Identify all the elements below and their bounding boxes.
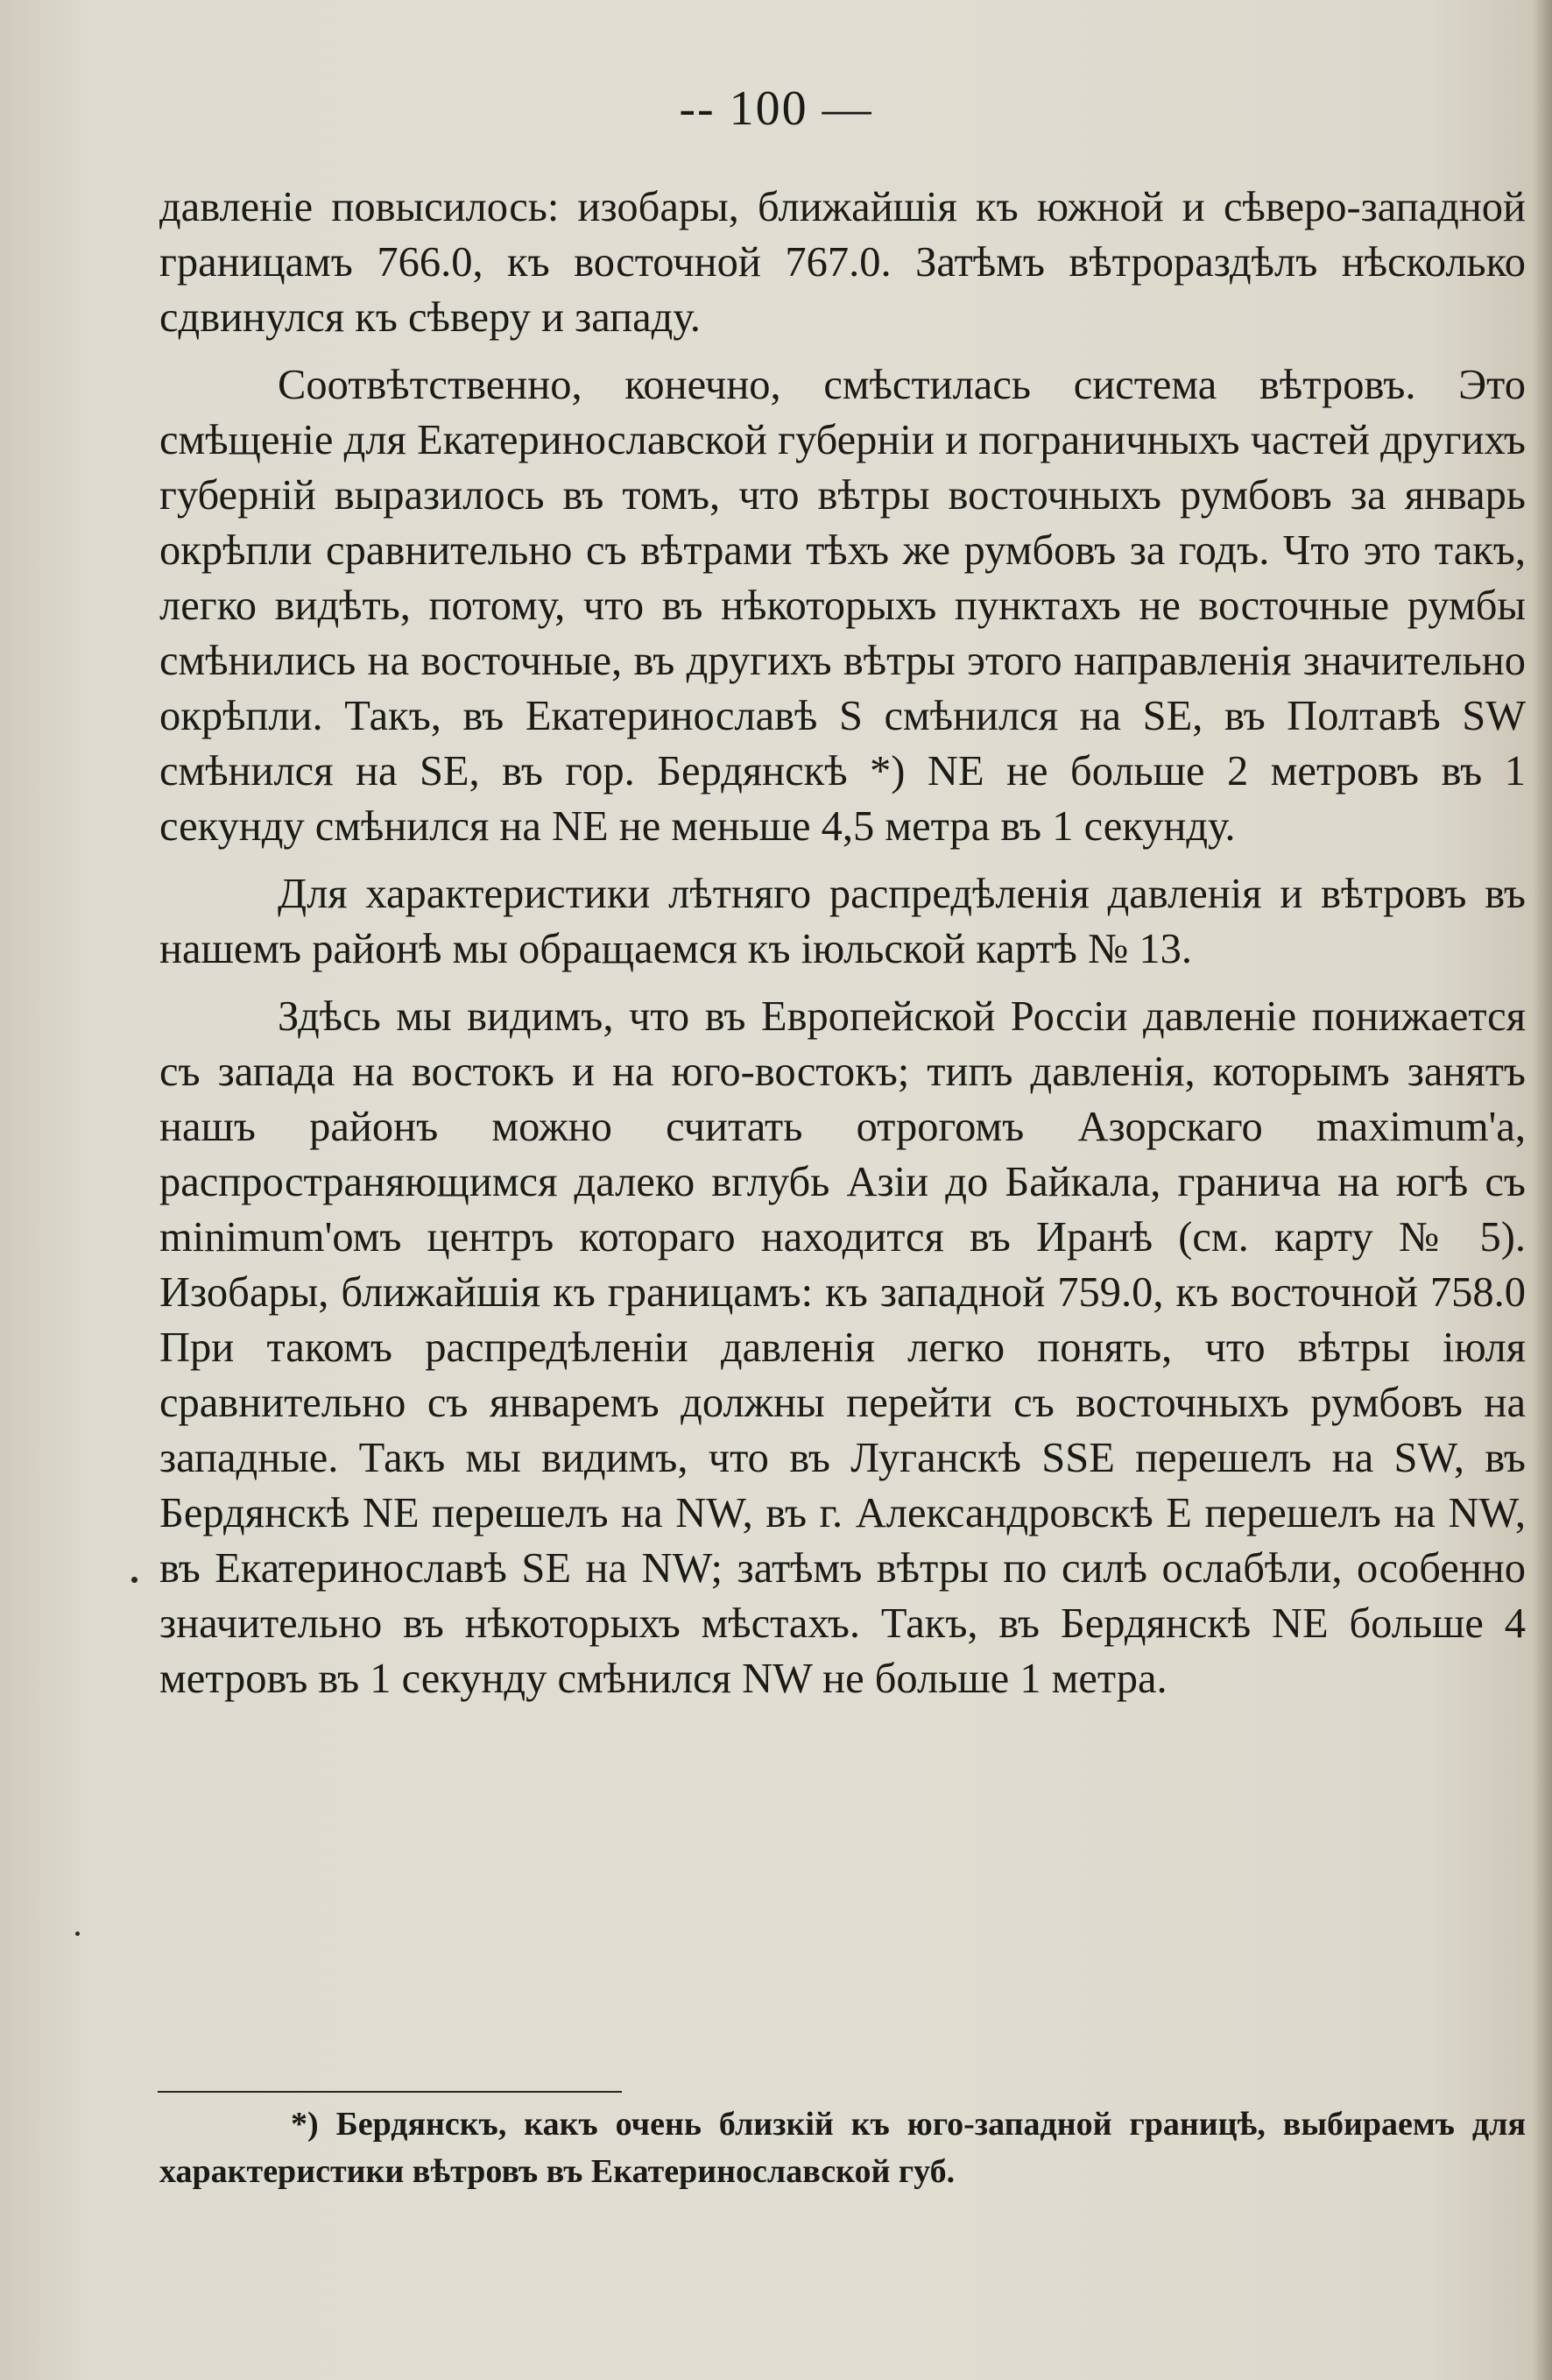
paragraph-2: Соотвѣтственно, конечно, смѣстилась система вѣтровъ. Это смѣщеніе для Екатеринославской губерніи и пограничныхъ частей другихъ губерній выразилось въ томъ, что вѣтры восточныхъ румбовъ за январь окрѣпли сравнительно съ вѣтрами тѣхъ же румбовъ за годъ. Что это такъ, легко видѣть, потому, что въ нѣкоторыхъ пунктахъ не восточные румбы смѣнились на восточные, въ другихъ вѣтры этого направленія значительно окрѣпли. Такъ, въ Екатеринославѣ S смѣнился на SE, въ Полтавѣ SW смѣнился на SE, въ гор. Бердянскѣ *) NE не больше 2 метровъ въ 1 секунду смѣнился на NE не меньше 4,5 метра въ 1 секунду. — [159, 362, 1526, 850]
paragraph-4: Здѣсь мы видимъ, что въ Европейской Россіи давленіе понижается съ запада на востокъ и на юго-востокъ; типъ давленія, которымъ занятъ нашъ районъ можно считать отрогомъ Азорскаго maximum'а, распространяющимся далеко вглубь Азіи до Байкала, гранича на югѣ съ minimum'омъ центръ котораго находится въ Иранѣ (см. карту № 5). Изобары, ближайшія къ границамъ: къ западной 759.0, къ восточной 758.0 При такомъ распредѣленіи давленія легко понять, что вѣтры іюля сравнительно съ январемъ должны перейти съ восточныхъ румбовъ на западные. Такъ мы видимъ, что въ Луганскѣ SSE перешелъ на SW, въ Бердянскѣ NE перешелъ на NW, въ г. Александровскѣ E перешелъ на NW, въ Екатеринославѣ SE на NW; затѣмъ вѣтры по силѣ ослабѣли, особенно значительно въ нѣкоторыхъ мѣстахъ. Такъ, въ Бердянскѣ NE больше 4 метровъ въ 1 секунду смѣнился NW не больше 1 метра. — [159, 993, 1526, 1702]
ink-speck — [131, 1577, 138, 1583]
page-edge-shadow — [1533, 0, 1552, 2380]
body-text — [159, 180, 1526, 1706]
paragraph-3: Для характеристики лѣтняго распредѣленія давленія и вѣтровъ въ нашемъ районѣ мы обращаемся къ іюльской картѣ № 13. — [159, 871, 1526, 972]
footnote-rule — [158, 2091, 622, 2093]
ink-speck — [75, 1932, 80, 1936]
page-number: -- 100 — — [679, 81, 873, 136]
paragraph-1: давленіе повысилось: изобары, ближайшія къ южной и сѣверо-западной границамъ 766.0, къ восточной 767.0. Затѣмъ вѣтрораздѣлъ нѣсколько сдвинулся къ сѣверу и западу. — [159, 184, 1526, 341]
footnote: *) Бердянскъ, какъ очень близкій къ юго-западной границѣ, выбираемъ для характеристики вѣтровъ въ Екатеринославской губ. — [159, 2106, 1526, 2190]
